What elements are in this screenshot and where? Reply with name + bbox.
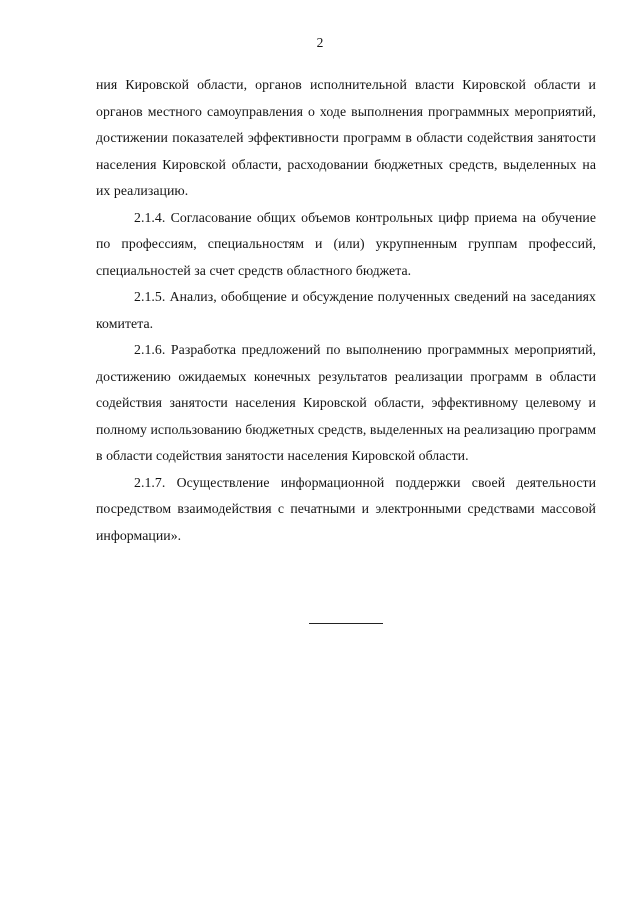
paragraph-2-1-6: 2.1.6. Разработка предложений по выполнению программных мероприятий, достижению ожидаемых конечных результатов реализации программ в области содействия занятости населения Кировской области, эффективному целевому и полному использованию бюджетных средств, выделенных на реализацию программ в области содействия занятости населения Кировской области. (96, 342, 596, 463)
page-number: 2 (316, 35, 324, 50)
document-body (96, 72, 596, 549)
paragraph-2-1-5: 2.1.5. Анализ, обобщение и обсуждение полученных сведений на заседаниях комитета. (96, 289, 596, 331)
end-separator-line (309, 623, 383, 624)
paragraph-continuation: ния Кировской области, органов исполнительной власти Кировской области и органов местного самоуправления о ходе выполнения программных мероприятий, достижении показателей эффективности программ в области содействия занятости населения Кировской области, расходовании бюджетных средств, выделенных на их реализацию. (96, 77, 596, 198)
paragraph-2-1-7: 2.1.7. Осуществление информационной поддержки своей деятельности посредством взаимодействия с печатными и электронными средствами массовой информации». (96, 474, 596, 543)
paragraph-2-1-4: 2.1.4. Согласование общих объемов контрольных цифр приема на обучение по профессиям, специальностям и (или) укрупненным группам профессий, специальностей за счет средств областного бюджета. (96, 209, 596, 278)
